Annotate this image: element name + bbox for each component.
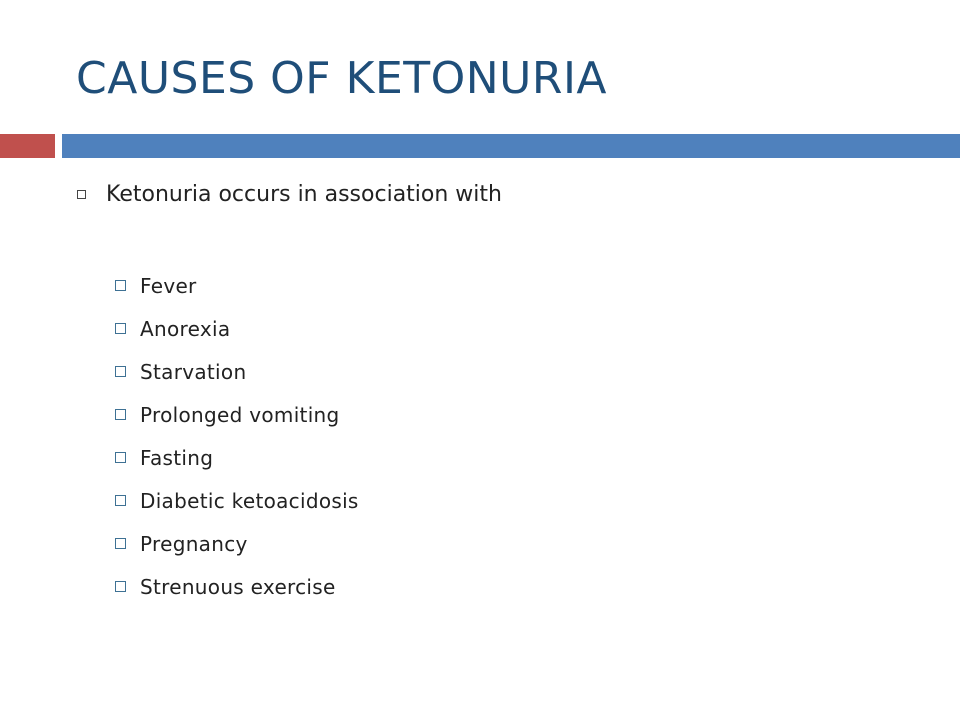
list-item bbox=[115, 264, 359, 307]
list-item bbox=[115, 307, 359, 350]
list-item-text: Fever bbox=[140, 273, 197, 298]
list-item bbox=[115, 565, 359, 608]
list-item-text: Diabetic ketoacidosis bbox=[140, 488, 359, 513]
square-bullet-icon bbox=[115, 366, 126, 377]
list-item-text: Fasting bbox=[140, 445, 214, 470]
list-item bbox=[115, 522, 359, 565]
list-item-text: Strenuous exercise bbox=[140, 574, 336, 599]
list-item-text: Pregnancy bbox=[140, 531, 248, 556]
list-item bbox=[115, 479, 359, 522]
hollow-square-bullet-icon bbox=[77, 190, 86, 199]
list-item-text: Prolonged vomiting bbox=[140, 402, 340, 427]
accent-bar-right bbox=[62, 134, 960, 158]
square-bullet-icon bbox=[115, 495, 126, 506]
accent-bar-left bbox=[0, 134, 55, 158]
list-item-text: Anorexia bbox=[140, 316, 231, 341]
main-bullet-point bbox=[76, 176, 502, 212]
list-item bbox=[115, 436, 359, 479]
slide-title: CAUSES OF KETONURIA bbox=[76, 53, 608, 104]
square-bullet-icon bbox=[115, 280, 126, 291]
list-item-text: Starvation bbox=[140, 359, 247, 384]
square-bullet-icon bbox=[115, 581, 126, 592]
square-bullet-icon bbox=[115, 452, 126, 463]
square-bullet-icon bbox=[115, 409, 126, 420]
list-item bbox=[115, 350, 359, 393]
causes-list bbox=[115, 264, 359, 608]
square-bullet-icon bbox=[115, 538, 126, 549]
list-item bbox=[115, 393, 359, 436]
main-bullet-text: Ketonuria occurs in association with bbox=[106, 181, 502, 207]
square-bullet-icon bbox=[115, 323, 126, 334]
